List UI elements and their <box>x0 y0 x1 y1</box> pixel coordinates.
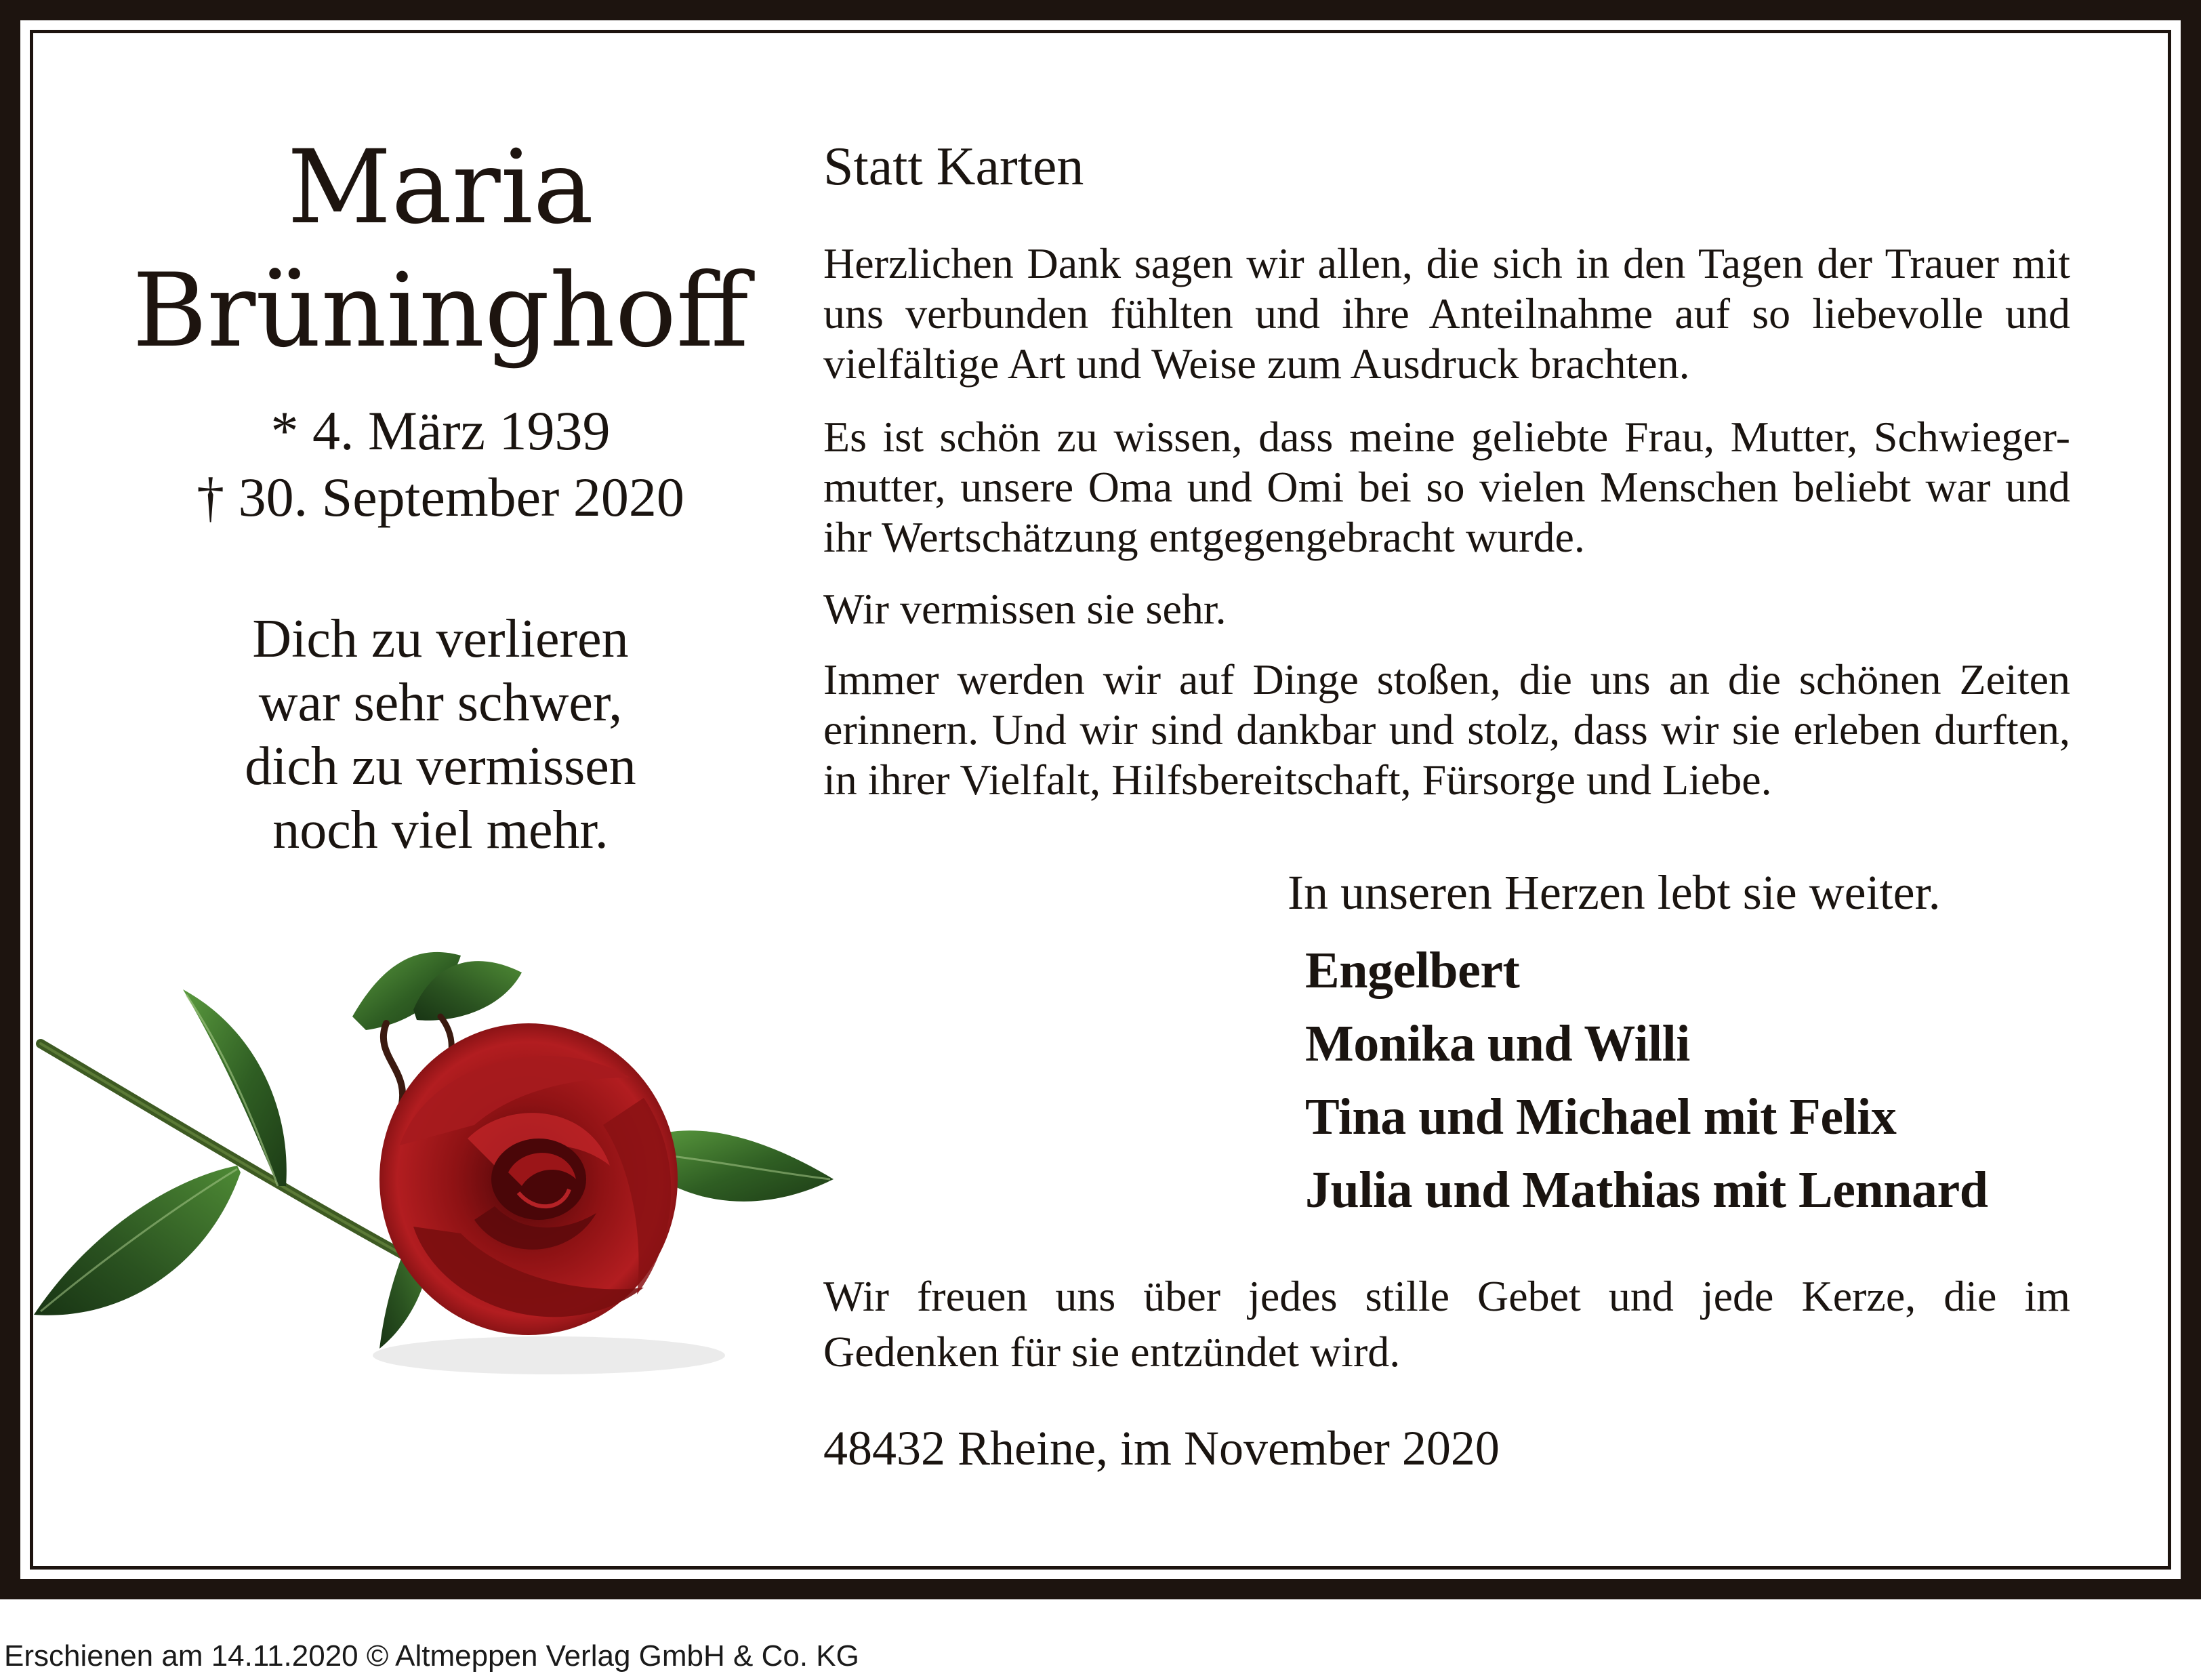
verse-line: noch viel mehr. <box>272 800 609 860</box>
missing-paragraph: Wir vermissen sie sehr. <box>823 585 1227 633</box>
verse-line: dich zu vermissen <box>245 737 636 796</box>
family-member: Engelbert <box>1305 942 1520 999</box>
family-member: Monika und Willi <box>1305 1015 1690 1072</box>
deceased-last-name: Brüninghoff <box>132 252 749 370</box>
death-date: † 30. September 2020 <box>197 466 684 528</box>
salutation: Statt Karten <box>823 137 1084 197</box>
birth-date: * 4. März 1939 <box>270 400 611 462</box>
closing-line: In unseren Herzen lebt sie weiter. <box>1288 865 1941 920</box>
deceased-first-name: Maria <box>287 129 594 247</box>
memorial-verse <box>136 607 745 862</box>
family-signatures <box>1305 934 2105 1227</box>
thanks-paragraph: Herzlichen Dank sagen wir allen, die sich in den Tagen der Trauer mit uns verbunden fühlten und ihre Anteilnahme auf so liebevolle und vielfältige Art und Weise zum Ausdruck brachten. <box>823 239 2070 388</box>
publication-footer: Erschienen am 14.11.2020 © Altmeppen Verlag GmbH & Co. KG <box>4 1639 859 1673</box>
appreciation-paragraph: Es ist schön zu wissen, dass meine geliebte Frau, Mutter, Schwieger-mutter, unsere Oma und Omi bei so vielen Menschen beliebt war und ihr Wertschätzung entgegengebracht wurde. <box>823 413 2070 561</box>
verse-line: Dich zu verlieren <box>252 609 629 669</box>
family-member: Tina und Michael mit Felix <box>1305 1088 1897 1145</box>
place-and-date: 48432 Rheine, im November 2020 <box>823 1421 1500 1475</box>
family-member: Julia und Mathias mit Lennard <box>1305 1162 1988 1218</box>
memories-paragraph: Immer werden wir auf Dinge stoßen, die uns an die schönen Zeiten erinnern. Und wir sind dankbar und stolz, dass wir sie erleben durften, in ihrer Vielfalt, Hilfsbereitschaft, Fürsorge und Liebe. <box>823 655 2070 804</box>
red-rose-image <box>34 942 847 1403</box>
verse-line: war sehr schwer, <box>258 673 623 733</box>
prayer-note: Wir freuen uns über jedes stille Gebet und jede Kerze, die im Gedenken für sie entzündet wird. <box>823 1272 2070 1376</box>
